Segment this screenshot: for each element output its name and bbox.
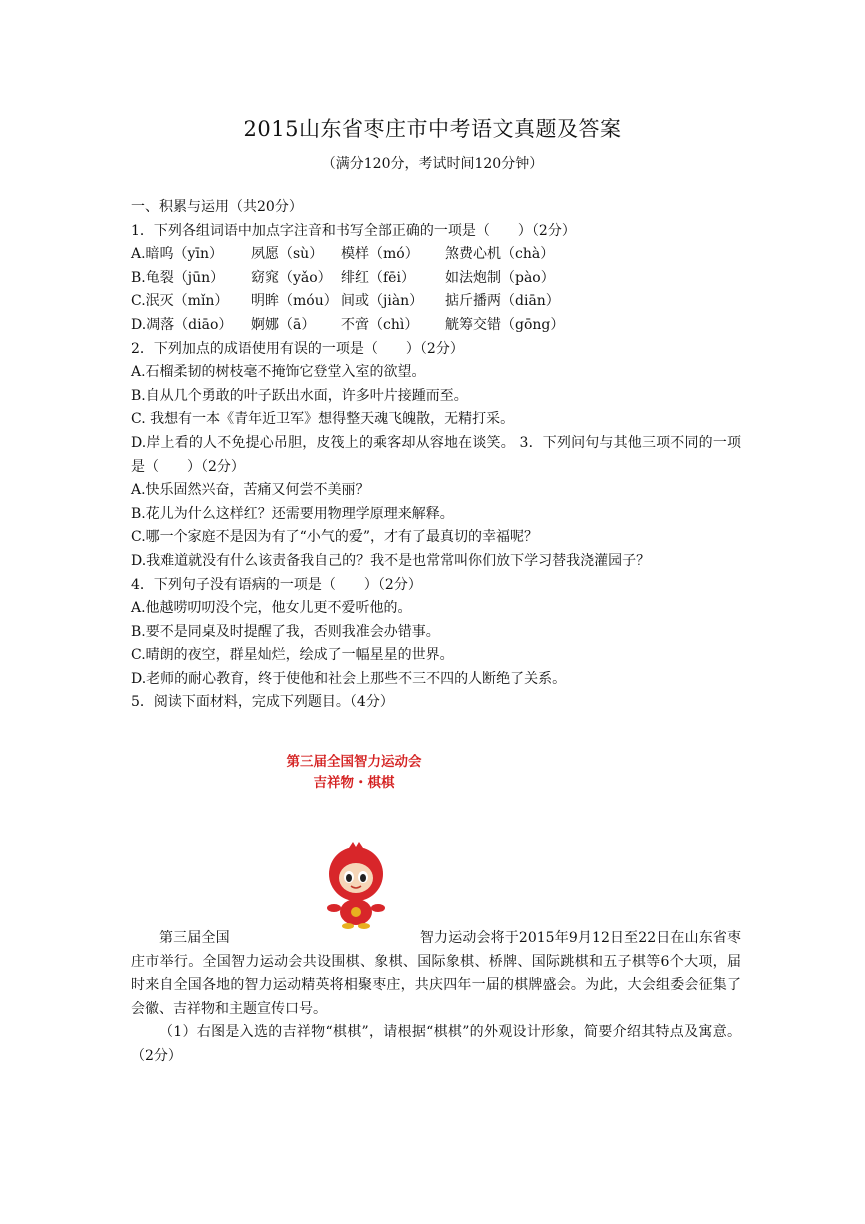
mascot-image	[263, 752, 445, 932]
question-4-stem: 4．下列句子没有语病的一项是（ ）（2分）	[131, 576, 422, 593]
q3-option-d: D.我难道就没有什么该责备我自己的？我不是也常常叫你们放下学习替我浇灌园子？	[131, 552, 651, 569]
mascot-pomegranate-icon	[311, 840, 401, 930]
q1-b-4: 如法炮制（pào）	[445, 269, 555, 286]
q2-option-d-and-q3-stem: D.岸上看的人不免提心吊胆，皮筏上的乘客却从容地在谈笑。 3．下列问句与其他三项不同的一项是（ ）（2分）	[131, 434, 741, 475]
q1-b-3: 绯红（fēi）	[341, 269, 415, 286]
page-title: 2015山东省枣庄市中考语文真题及答案	[243, 117, 622, 141]
q1-c-4: 掂斤播两（diān）	[445, 293, 560, 310]
q1-d-2: 婀娜（ā）	[251, 316, 316, 333]
mascot-caption-event: 第三届全国智力运动会	[286, 754, 422, 770]
q5-para-start: 第三届全国	[159, 930, 230, 946]
q2-option-a: A.石榴柔韧的树枝毫不掩饰它登堂入室的欲望。	[131, 364, 426, 381]
q1-d-3: 不啻（chì）	[341, 316, 419, 333]
q5-subquestion-1: （1）右图是入选的吉祥物“棋棋”，请根据“棋棋”的外观设计形象，简要介绍其特点及寓意。（2分）	[131, 1024, 741, 1064]
q1-d-1: D.凋落（diāo）	[131, 316, 233, 333]
q3-option-c: C.哪一个家庭不是因为有了“小气的爱”，才有了最真切的幸福呢？	[131, 529, 538, 546]
q1-c-3: 间或（jiàn）	[341, 293, 424, 310]
q1-b-2: 窈窕（yǎo）	[251, 269, 332, 286]
section-heading: 一、积累与运用（共20分）	[131, 199, 303, 215]
q3-option-b: B.花儿为什么这样红？还需要用物理学原理来解释。	[131, 505, 454, 522]
question-1-stem: 1．下列各组词语中加点字注音和书写全部正确的一项是（ ）（2分）	[131, 222, 576, 239]
mascot-caption-name: 吉祥物・棋棋	[313, 775, 395, 791]
q1-a-3: 模样（mó）	[341, 246, 419, 263]
q4-option-a: A.他越唠叨叨没个完，他女儿更不爱听他的。	[131, 600, 412, 617]
q3-option-a: A.快乐固然兴奋，苦痛又何尝不美丽？	[131, 482, 370, 499]
q1-a-1: A.暗呜（yīn）	[131, 246, 223, 263]
q2-option-c: C. 我想有一本《青年近卫军》想得整天魂飞魄散，无精打采。	[131, 411, 515, 428]
q5-para-rest: 智力运动会将于2015年9月12日至22日在山东省枣庄市举行。全国智力运动会共设围棋、象棋、国际象棋、桥牌、国际跳棋和五子棋等6个大项，届时来自全国各地的智力运动精英将相聚枣庄，共庆四年一届的棋牌盛会。为此，大会组委会征集了会徽、吉祥物和主题宣传口号。	[131, 930, 742, 1017]
q1-a-2: 夙愿（sù）	[251, 246, 324, 263]
q2-option-b: B.自从几个勇敢的叶子跃出水面，许多叶片接踵而至。	[131, 387, 468, 404]
q1-c-2: 明眸（móu）	[251, 293, 338, 310]
q1-c-1: C.泯灭（mǐn）	[131, 293, 229, 310]
q1-a-4: 煞费心机（chà）	[445, 246, 555, 263]
q1-option-c	[131, 290, 741, 314]
q4-option-b: B.要不是同桌及时提醒了我，否则我准会办错事。	[131, 623, 440, 640]
q1-d-4: 觥筹交错（gōng）	[445, 316, 565, 333]
q1-option-d	[131, 314, 741, 338]
q1-option-a	[131, 243, 741, 267]
question-2-stem: 2．下列加点的成语使用有误的一项是（ ）（2分）	[131, 340, 464, 357]
q1-option-b	[131, 267, 741, 291]
body-text	[131, 196, 741, 715]
q5-paragraph	[131, 927, 741, 1021]
page-subtitle: （满分120分，考试时间120分钟）	[321, 156, 544, 172]
q5-material	[131, 927, 741, 1069]
q4-option-c: C.晴朗的夜空，群星灿烂，绘成了一幅星星的世界。	[131, 647, 454, 664]
q4-option-d: D.老师的耐心教育，终于使他和社会上那些不三不四的人断绝了关系。	[131, 670, 567, 687]
q1-b-1: B.龟裂（jūn）	[131, 269, 225, 286]
question-5-stem: 5．阅读下面材料，完成下列题目。（4分）	[131, 694, 394, 711]
